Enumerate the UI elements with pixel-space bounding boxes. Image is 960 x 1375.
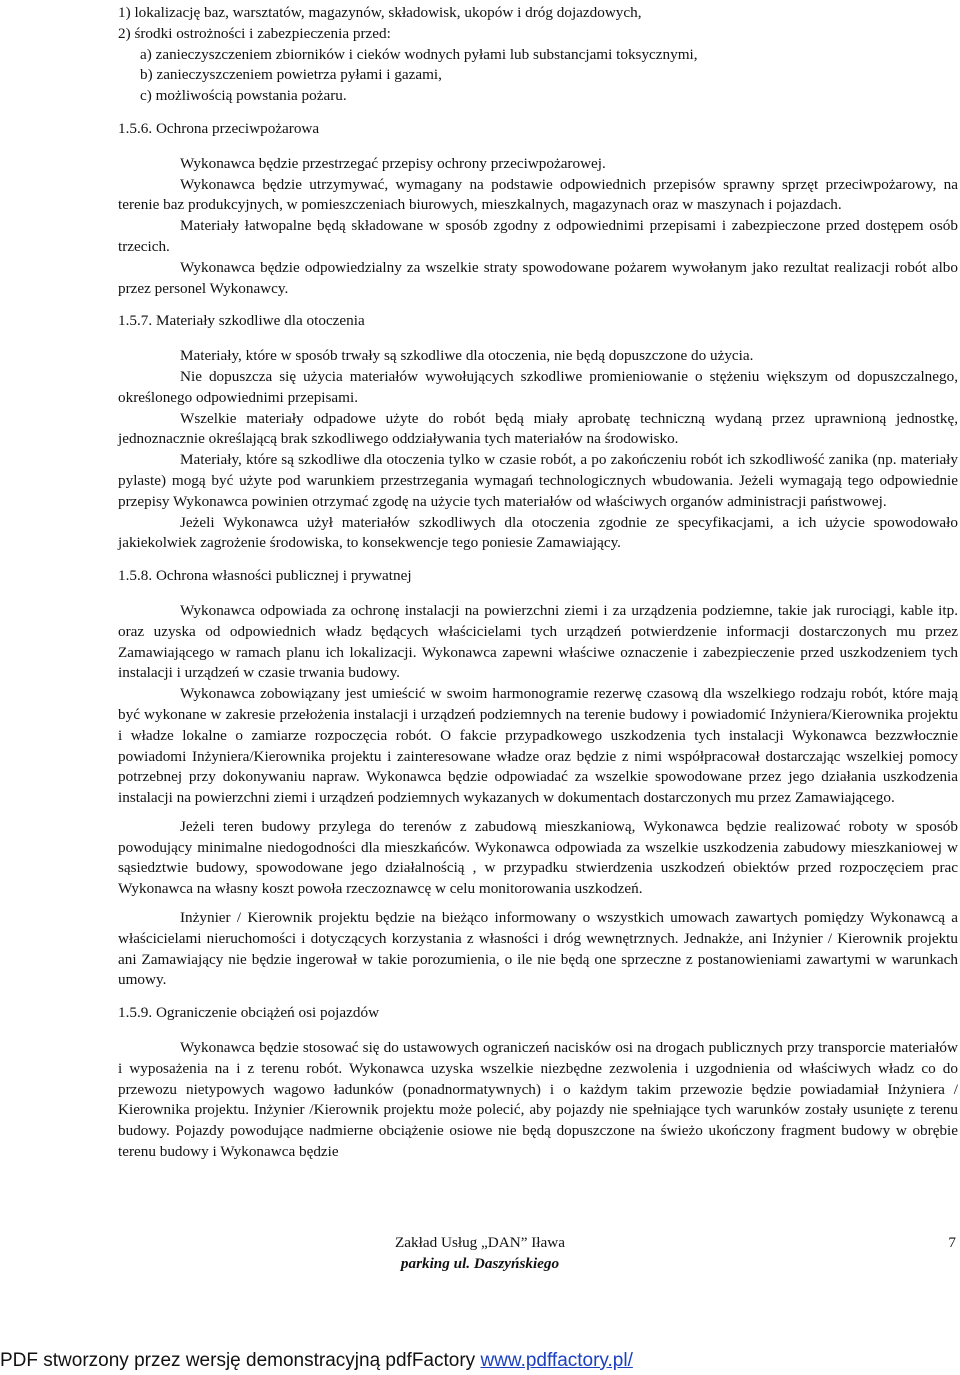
paragraph: Jeżeli Wykonawca użył materiałów szkodliwych dla otoczenia zgodnie ze specyfikacjami, a ich użycie spowodowało jakiekolwiek zagrożenie środowiska, to konsekwencje tego poniesie Zamawiający. xyxy=(118,513,958,552)
list-item: 1) lokalizację baz, warsztatów, magazynów, składowisk, ukopów i dróg dojazdowych, xyxy=(118,4,642,21)
paragraph: Inżynier / Kierownik projektu będzie na bieżąco informowany o wszystkich umowach zawartych pomiędzy Wykonawcą a właścicielami nieruchomości i dotyczących korzystania z własności i dróg wewnętrznych. Jednakże, ani Inżynier / Kierownik projektu ani Zamawiający nie będzie ingerował w takie porozumienia, o ile nie będą one sprzeczne z postanowieniami zawartymi w warunkach umowy. xyxy=(118,909,958,989)
section-number: 1.5.7. xyxy=(118,312,153,330)
footer-company: Zakład Usług „DAN” Iława xyxy=(395,1234,565,1251)
paragraph: Jeżeli teren budowy przylega do terenów z zabudową mieszkaniową, Wykonawca będzie realizować roboty w sposób powodujący minimalne niedogodności dla mieszkańców. Wykonawca odpowiada za wszelkie uszkodzenia zabudowy mieszkaniowej w sąsiedztwie budowy, spowodowane jego działalnością , w przypadku stwierdzenia uszkodzeń obiektów przed rozpoczęciem prac Wykonawca na własny koszt powoła rzeczoznawcę w celu monitorowania uszkodzeń. xyxy=(118,817,958,898)
section-heading xyxy=(118,119,958,140)
paragraph: Materiały, które w sposób trwały są szkodliwe dla otoczenia, nie będą dopuszczone do użycia. xyxy=(180,347,754,365)
footer-location: parking ul. Daszyńskiego xyxy=(400,1254,560,1272)
paragraph: Wykonawca będzie przestrzegać przepisy ochrony przeciwpożarowej. xyxy=(180,154,606,172)
section-number: 1.5.6. xyxy=(118,119,153,137)
section-title: Ochrona własności publicznej i prywatnej xyxy=(155,567,412,585)
paragraph: Nie dopuszcza się użycia materiałów wywołujących szkodliwe promieniowanie o stężeniu większym od dopuszczalnego, określonego odpowiednimi przepisami. xyxy=(118,367,958,406)
section-heading xyxy=(118,566,958,587)
section-number: 1.5.8. xyxy=(118,567,153,585)
list-item: a) zanieczyszczeniem zbiorników i cieków wodnych pyłami lub substancjami toksycznymi, xyxy=(140,45,698,63)
section-title: Ochrona przeciwpożarowa xyxy=(155,119,320,137)
section-title: Materiały szkodliwe dla otoczenia xyxy=(155,312,365,330)
list-item: c) możliwością powstania pożaru. xyxy=(140,87,347,105)
page-number: 7 xyxy=(948,1234,956,1251)
paragraph: Materiały łatwopalne będą składowane w sposób zgodny z odpowiednimi przepisami i zabezpieczone przed dostępem osób trzecich. xyxy=(118,217,958,255)
section-heading xyxy=(118,1003,958,1024)
section-number: 1.5.9. xyxy=(118,1004,153,1022)
paragraph: Wykonawca będzie odpowiedzialny za wszelkie straty spowodowane pożarem wywołanym jako rezultat realizacji robót albo przez personel Wykonawcy. xyxy=(118,258,958,297)
list-item: 2) środki ostrożności i zabezpieczenia przed: xyxy=(118,24,391,42)
paragraph: Wykonawca odpowiada za ochronę instalacji na powierzchni ziemi i za urządzenia podziemne, takie jak rurociągi, kable itp. oraz uzyska od odpowiednich władz będących właścicielami tych urządzeń potwierdzenie informacji dostarczonych mu przez Zamawiającego w ramach planu ich lokalizacji. Wykonawca zapewni właściwe oznaczenie i zabezpieczenie przed uszkodzeniem tych instalacji i urządzeń w czasie trwania budowy. xyxy=(118,601,958,682)
section-title: Ograniczenie obciążeń osi pojazdów xyxy=(155,1004,380,1022)
paragraph: Wykonawca będzie stosować się do ustawowych ograniczeń nacisków osi na drogach publicznych przy transporcie materiałów i wyposażenia na i z terenu robót. Wykonawca uzyska wszelkie niezbędne zezwolenia i uzgodnienia od właściwych władz co do przewozu nietypowych wagowo ładunków (ponadnormatywnych) i o każdym takim przewozie będzie powiadamiał Inżyniera / Kierownika projektu. Inżynier /Kierownik projektu może polecić, aby pojazdy nie spełniające tych warunków zostały usunięte z terenu budowy. Pojazdy powodujące nadmierne obciążenie osiowe nie będą dopuszczone na świeżo ukończony fragment budowy w obrębie terenu budowy i Wykonawca będzie xyxy=(118,1039,958,1161)
paragraph: Materiały, które są szkodliwe dla otoczenia tylko w czasie robót, a po zakończeniu robót ich szkodliwość zanika (np. materiały pylaste) mogą być użyte pod warunkiem przestrzegania wymagań technologicznych wbudowania. Jeżeli wymagają tego odpowiednie przepisy Wykonawca powinien otrzymać zgodę na użycie tych materiałów od właściwych organów administracji państwowej. xyxy=(118,451,958,510)
document-body xyxy=(118,0,958,1163)
pdf-banner xyxy=(0,1350,633,1372)
section-heading xyxy=(118,311,958,332)
page-footer xyxy=(0,1233,960,1275)
pdf-banner-text: PDF stworzony przez wersję demonstracyjną pdfFactory xyxy=(0,1350,481,1371)
list-item: b) zanieczyszczeniem powietrza pyłami i gazami, xyxy=(140,66,442,84)
paragraph: Wszelkie materiały odpadowe użyte do robót będą miały aprobatę techniczną wydaną przez uprawnioną jednostkę, jednoznacznie określającą brak szkodliwego oddziaływania tych materiałów na środowisko. xyxy=(118,409,958,448)
paragraph: Wykonawca zobowiązany jest umieścić w swoim harmonogramie rezerwę czasową dla wszelkiego rodzaju robót, które mają być wykonane w zakresie przełożenia instalacji i urządzeń podziemnych na terenie budowy i powiadomić Inżyniera/Kierownika projektu i władze lokalne o zamiarze rozpoczęcia robót. O fakcie przypadkowego uszkodzenia tych instalacji Wykonawca bezzwłocznie powiadomi Inżyniera/Kierownika projektu i zainteresowane władze oraz będzie z nimi współpracował dostarczając wszelkiej pomocy potrzebnej przy dokonywaniu napraw. Wykonawca będzie odpowiadać za wszelkie spowodowane przez jego działania uszkodzenia instalacji na powierzchni ziemi i urządzeń podziemnych wykazanych w dokumentach dostarczonych mu przez Zamawiającego. xyxy=(118,685,958,807)
pdf-banner-link[interactable]: www.pdffactory.pl/ xyxy=(480,1350,633,1371)
paragraph: Wykonawca będzie utrzymywać, wymagany na podstawie odpowiednich przepisów sprawny sprzęt przeciwpożarowy, na terenie baz produkcyjnych, w pomieszczeniach biurowych, mieszkalnych, magazynach oraz w maszynach i pojazdach. xyxy=(118,175,958,214)
